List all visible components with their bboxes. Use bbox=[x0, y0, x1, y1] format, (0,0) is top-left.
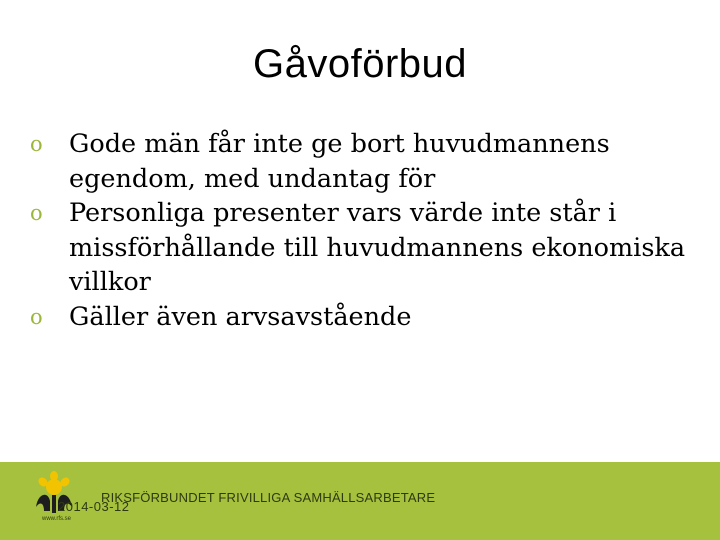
footer-date: 2014-03-12 bbox=[58, 499, 130, 514]
bullet-marker-icon: o bbox=[30, 132, 43, 156]
bullet-marker-icon: o bbox=[30, 201, 43, 225]
bullet-marker-icon: o bbox=[30, 304, 43, 329]
bullet-text: Gode män får inte ge bort huvudmannens egendom, med undantag för bbox=[69, 129, 610, 194]
bullet-list bbox=[28, 127, 700, 334]
bullet-text: Gäller även arvsavstående bbox=[69, 301, 412, 332]
bullet-item bbox=[28, 300, 700, 335]
bullet-item bbox=[28, 196, 700, 300]
footer-organization: RIKSFÖRBUNDET FRIVILLIGA SAMHÄLLSARBETARE bbox=[101, 490, 436, 505]
slide-title: Gåvoförbud bbox=[252, 42, 468, 86]
footer-logo-url: www.rfs.se bbox=[42, 516, 72, 522]
bullet-item bbox=[28, 127, 700, 196]
bullet-text: Personliga presenter vars värde inte står i missförhållande till huvudmannens ekonomiska villkor bbox=[69, 198, 686, 297]
